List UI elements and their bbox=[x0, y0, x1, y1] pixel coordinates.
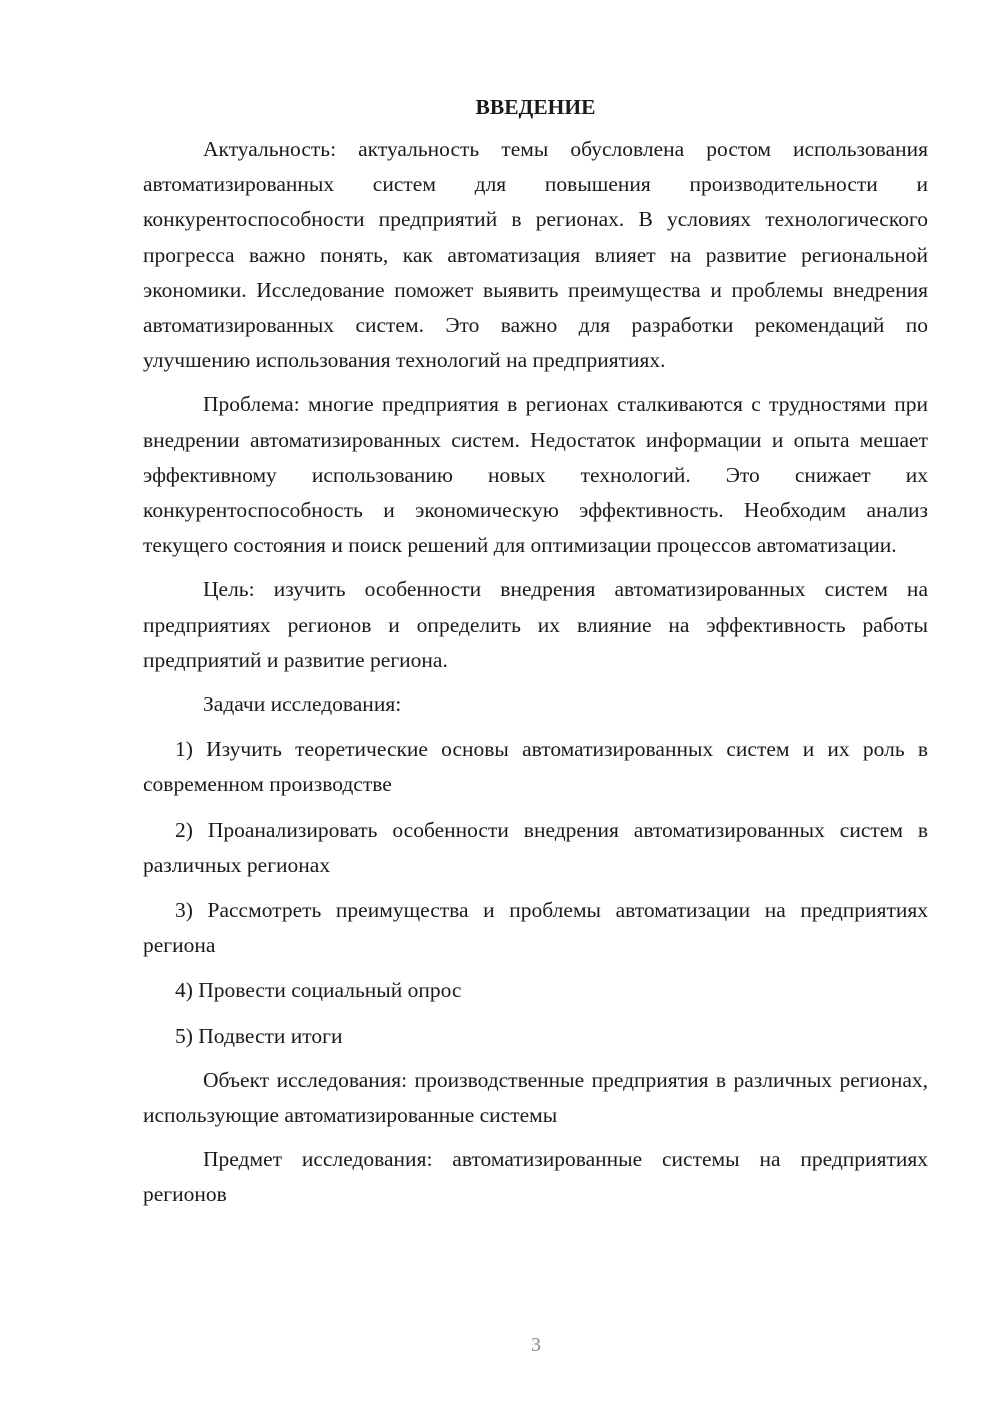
paragraph-goal: Цель: изучить особенности внедрения автоматизированных систем на предприятиях регионов и определить их влияние на эффективность работы предприятий и развитие региона. bbox=[143, 577, 928, 672]
paragraph-subject: Предмет исследования: автоматизированные системы на предприятиях регионов bbox=[143, 1147, 928, 1207]
task-item-5: 5) Подвести итоги bbox=[175, 1023, 343, 1048]
page-number: 3 bbox=[531, 1334, 541, 1356]
task-item-3: 3) Рассмотреть преимущества и проблемы автоматизации на предприятиях региона bbox=[143, 898, 928, 958]
task-item-4: 4) Провести социальный опрос bbox=[175, 978, 462, 1003]
task-item-1: 1) Изучить теоретические основы автоматизированных систем и их роль в современном производстве bbox=[143, 737, 928, 797]
task-item-2: 2) Проанализировать особенности внедрения автоматизированных систем в различных регионах bbox=[143, 817, 928, 877]
paragraph-problem: Проблема: многие предприятия в регионах сталкиваются с трудностями при внедрении автоматизированных систем. Недостаток информации и опыта мешает эффективному использованию новых технологий. Это снижает их конкурентоспособность и экономическую эффективность. Необходим анализ текущего состояния и поиск решений для оптимизации процессов автоматизации. bbox=[143, 392, 928, 558]
paragraph-relevance: Актуальность: актуальность темы обусловлена ростом использования автоматизированных систем для повышения производительности и конкурентоспособности предприятий в регионах. В условиях технологического прогресса важно понять, как автоматизация влияет на развитие региональной экономики. Исследование поможет выявить преимущества и проблемы внедрения автоматизированных систем. Это важно для разработки рекомендаций по улучшению использования технологий на предприятиях. bbox=[143, 137, 928, 373]
page-title: ВВЕДЕНИЕ bbox=[475, 95, 596, 119]
document-page bbox=[143, 90, 928, 1213]
tasks-heading: Задачи исследования: bbox=[203, 692, 402, 717]
paragraph-object: Объект исследования: производственные предприятия в различных регионах, использующие автоматизированные системы bbox=[143, 1067, 928, 1128]
